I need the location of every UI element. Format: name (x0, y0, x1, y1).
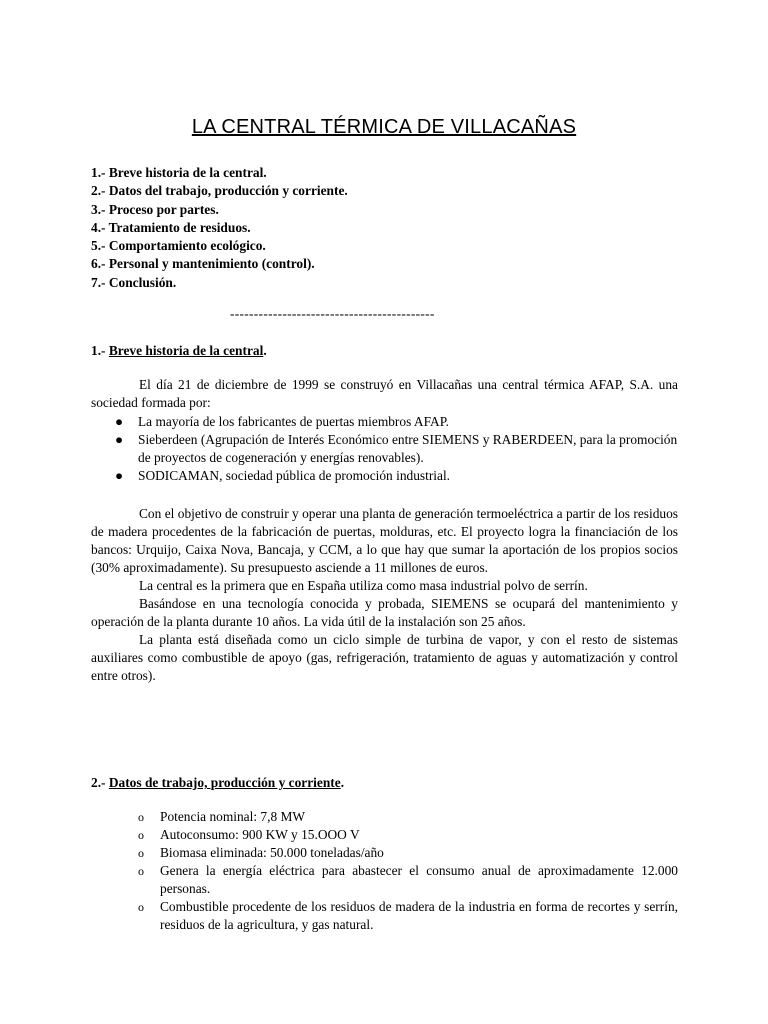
section-2-heading (91, 774, 344, 792)
toc-item: 6.- Personal y mantenimiento (control). (91, 256, 315, 272)
bullet-icon: ● (115, 414, 124, 429)
document-title: LA CENTRAL TÉRMICA DE VILLACAÑAS (191, 116, 577, 138)
list-item (138, 808, 678, 826)
toc-item: 3.- Proceso por partes. (91, 201, 219, 217)
circle-bullet-icon: o (138, 900, 144, 914)
section-1-period: . (263, 343, 267, 358)
bullet-icon: ● (115, 432, 124, 447)
section-2-title: Datos de trabajo, producción y corriente (108, 775, 341, 790)
toc-item: 5.- Comportamiento ecológico. (91, 238, 266, 254)
circle-bullet-icon: o (138, 828, 144, 842)
list-item (138, 844, 678, 862)
paragraph: Con el objetivo de construir y operar una planta de generación termoeléctrica a partir de los residuos de madera procedentes de la fabricación de puertas, molduras, etc. El proyecto logra la financiación de los bancos: Urquijo, Caixa Nova, Bancaja, y CCM, a lo que hay que sumar la aportación de los propios socios (30% aproximadamente). Su presupuesto asciende a 11 millones de euros. (91, 506, 678, 575)
section-1-bullet-list (115, 413, 678, 485)
section-divider: ------------------------------------------- (230, 306, 435, 321)
circle-bullet-icon: o (138, 810, 144, 824)
section-1-title: Breve historia de la central (108, 343, 264, 358)
list-item-text: SODICAMAN, sociedad pública de promoción industrial. (138, 468, 451, 483)
bullet-icon: ● (115, 468, 124, 483)
circle-bullet-icon: o (138, 846, 144, 860)
section-1-body (91, 505, 678, 685)
toc-item: 7.- Conclusión. (91, 274, 177, 290)
list-item-text: Sieberdeen (Agrupación de Interés Económico entre SIEMENS y RABERDEEN, para la promoción de proyectos de cogeneración y energías renovables). (138, 432, 678, 465)
list-item-text: Genera la energía eléctrica para abastecer el consumo anual de aproximadamente 12.000 personas. (160, 863, 678, 896)
paragraph: La planta está diseñada como un ciclo simple de turbina de vapor, y con el resto de sistemas auxiliares como combustible de apoyo (gas, refrigeración, tratamiento de aguas y automatización y control entre otros). (91, 632, 678, 683)
list-item (138, 826, 678, 844)
section-1-heading (91, 342, 267, 360)
toc-item: 1.- Breve historia de la central. (91, 165, 267, 180)
section-2-number: 2.- (91, 775, 109, 790)
list-item (138, 898, 678, 934)
list-item-text: Combustible procedente de los residuos de madera de la industria en forma de recortes y serrín, residuos de la agricultura, y gas natural. (160, 899, 678, 932)
list-item-text: La mayoría de los fabricantes de puertas miembros AFAP. (138, 414, 450, 429)
list-item (115, 467, 678, 485)
list-item (115, 413, 678, 431)
list-item-text: Biomasa eliminada: 50.000 toneladas/año (160, 845, 384, 860)
list-item (115, 431, 678, 467)
section-2-period: . (340, 775, 345, 790)
list-item-text: Autoconsumo: 900 KW y 15.OOO V (160, 827, 360, 842)
section-2-data-list (138, 808, 678, 934)
section-1-intro: El día 21 de diciembre de 1999 se construyó en Villacañas una central térmica AFAP, S.A. una sociedad formada por: (91, 377, 678, 410)
circle-bullet-icon: o (138, 864, 144, 878)
toc-item: 2.- Datos del trabajo, producción y corriente. (91, 183, 348, 199)
table-of-contents (91, 164, 348, 292)
toc-item: 4.- Tratamiento de residuos. (91, 219, 251, 235)
list-item-text: Potencia nominal: 7,8 MW (160, 809, 306, 824)
paragraph: La central es la primera que en España utiliza como masa industrial polvo de serrín. (139, 578, 588, 593)
list-item (138, 862, 678, 898)
section-1-number: 1.- (91, 343, 109, 358)
paragraph: Basándose en una tecnología conocida y probada, SIEMENS se ocupará del mantenimiento y operación de la planta durante 10 años. La vida útil de la instalación son 25 años. (91, 596, 678, 629)
